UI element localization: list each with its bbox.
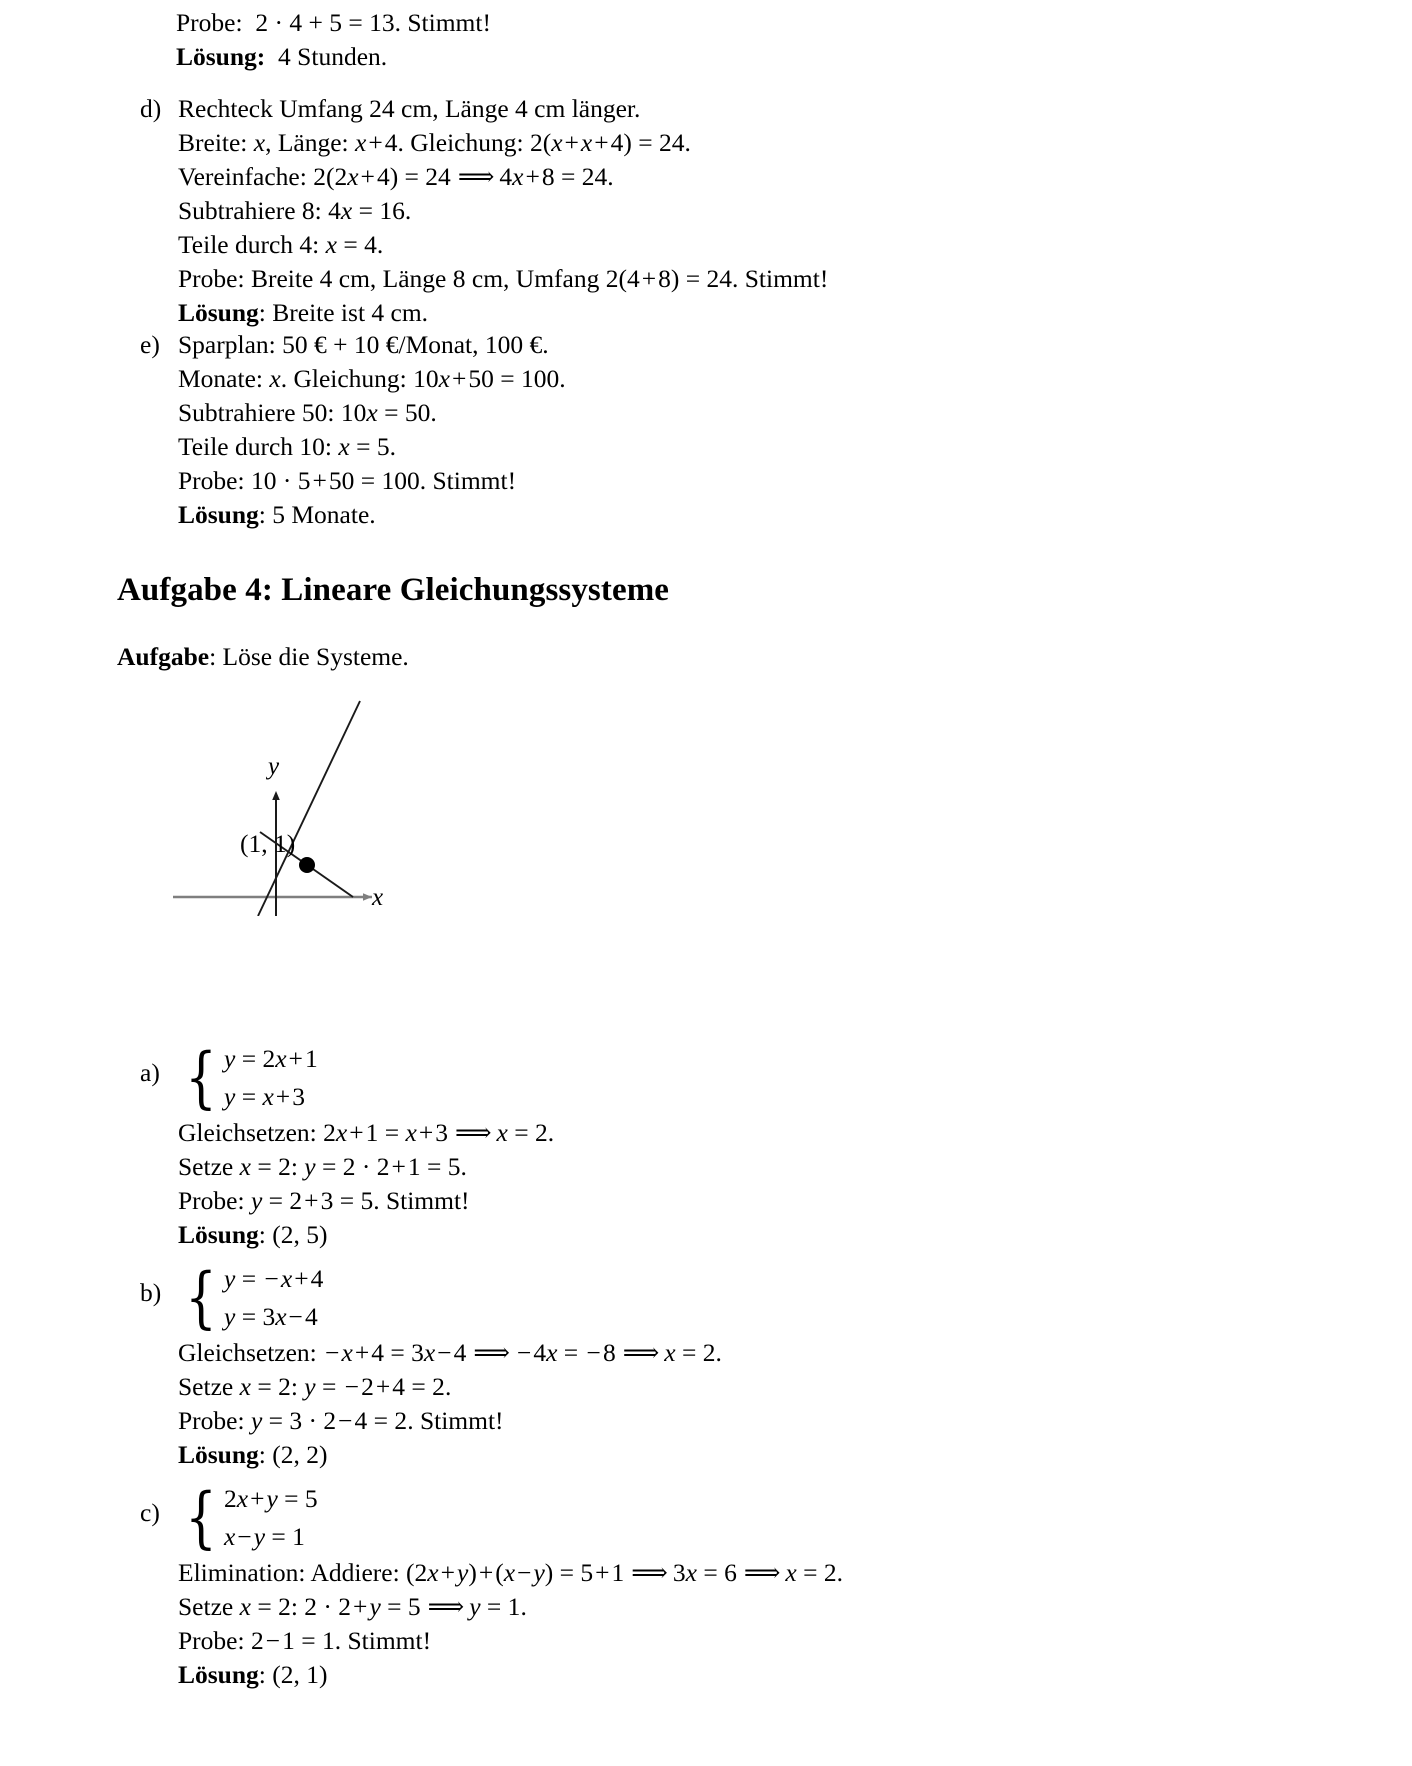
line: Sparplan: 50 € + 10 €/Monat, 100 €. [178,330,549,359]
line: Teile durch 4: x = 4. [178,230,384,259]
intersection-point-label: (1, 1) [240,829,296,858]
coordinate-diagram [150,676,410,916]
loesung-label: Lösung: [176,42,266,71]
line: Elimination: Addiere: (2x+y)+(x−y) = 5+1 ⟹ 3x = 6 ⟹ x = 2. [178,1558,843,1587]
coordinate-diagram-svg [150,676,410,916]
list-item-body [178,1336,722,1472]
task-prompt [117,640,409,674]
list-marker: b) [140,1278,162,1307]
list-marker: c) [140,1498,160,1527]
system-row: y = 2x+1 [224,1044,318,1073]
section-heading: Aufgabe 4: Lineare Gleichungssysteme [117,572,670,608]
list-item-body [178,328,566,532]
y-axis-label: y [268,753,280,780]
graph-line-1 [258,701,360,916]
line: Lösung: (2, 5) [178,1220,328,1249]
list-item-body [178,92,828,330]
left-brace: { [185,1039,217,1116]
left-brace: { [185,1479,217,1556]
line: Setze x = 2: y = −2+4 = 2. [178,1372,452,1401]
line: Gleichsetzen: −x+4 = 3x−4 ⟹ −4x = −8 ⟹ x = 2. [178,1338,722,1367]
system-row: y = −x+4 [224,1264,324,1293]
line: Setze x = 2: 2 · 2+y = 5 ⟹ y = 1. [178,1592,527,1621]
line: Probe: y = 2+3 = 5. Stimmt! [178,1186,470,1215]
task-prompt-label: Aufgabe [117,642,210,671]
line: Vereinfache: 2(2x+4) = 24 ⟹ 4x+8 = 24. [178,162,614,191]
list-marker: e) [140,330,160,359]
line: Gleichsetzen: 2x+1 = x+3 ⟹ x = 2. [178,1118,555,1147]
line: Teile durch 10: x = 5. [178,432,396,461]
system-row: y = x+3 [224,1082,305,1111]
system-row: 2x+y = 5 [224,1484,318,1513]
list-item-body [178,1116,554,1252]
line: Lösung: (2, 1) [178,1660,328,1689]
task-prompt-text: : Löse die Systeme. [209,642,409,671]
equation-system-a [180,1040,318,1116]
line: Lösung: Breite ist 4 cm. [178,298,429,327]
line: Subtrahiere 8: 4x = 16. [178,196,412,225]
list-marker: d) [140,94,162,123]
x-axis [173,893,372,901]
x-axis-label: x [372,884,384,911]
system-row: y = 3x−4 [224,1302,318,1331]
line: Lösung: (2, 2) [178,1440,328,1469]
list-item-body [178,1556,843,1692]
carryover-line-loesung: Lösung: 4 Stunden. [176,42,388,71]
probe-label: Probe: [176,8,243,37]
system-row: x−y = 1 [224,1522,305,1551]
line: Rechteck Umfang 24 cm, Länge 4 cm länger. [178,94,641,123]
carryover-block [176,6,491,74]
line: Monate: x. Gleichung: 10x+50 = 100. [178,364,566,393]
equation-system-b [180,1260,323,1336]
list-marker: a) [140,1058,160,1087]
line: Probe: y = 3 · 2−4 = 2. Stimmt! [178,1406,504,1435]
line: Breite: x, Länge: x+4. Gleichung: 2(x+x+4) = 24. [178,128,691,157]
line: Subtrahiere 50: 10x = 50. [178,398,437,427]
line: Probe: 2−1 = 1. Stimmt! [178,1626,432,1655]
line: Probe: 10 · 5+50 = 100. Stimmt! [178,466,517,495]
equation-system-c [180,1480,318,1556]
line: Lösung: 5 Monate. [178,500,376,529]
left-brace: { [185,1259,217,1336]
line: Setze x = 2: y = 2 · 2+1 = 5. [178,1152,467,1181]
intersection-point [299,857,315,873]
line: Probe: Breite 4 cm, Länge 8 cm, Umfang 2(4+8) = 24. Stimmt! [178,264,829,293]
carryover-line-probe: Probe: 2 · 4 + 5 = 13. Stimmt! [176,8,491,37]
